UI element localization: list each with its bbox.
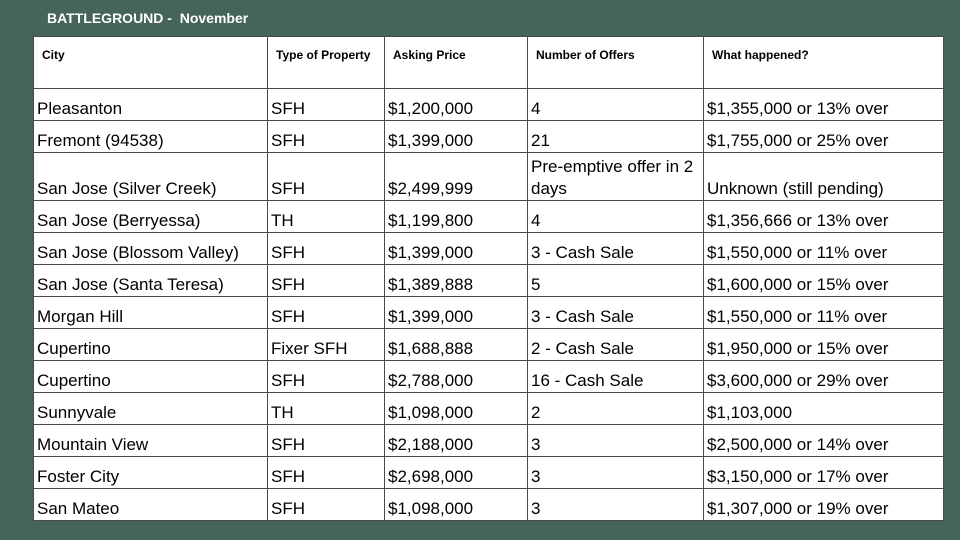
cell-city: Fremont (94538) bbox=[34, 121, 268, 153]
cell-asking-price: $1,399,000 bbox=[385, 233, 528, 265]
cell-outcome: $1,356,666 or 13% over bbox=[704, 201, 944, 233]
cell-asking-price: $2,698,000 bbox=[385, 457, 528, 489]
cell-city: San Jose (Silver Creek) bbox=[34, 153, 268, 201]
table-row bbox=[34, 89, 944, 121]
cell-asking-price: $1,389,888 bbox=[385, 265, 528, 297]
cell-type: TH bbox=[268, 393, 385, 425]
cell-outcome: $1,355,000 or 13% over bbox=[704, 89, 944, 121]
cell-city: San Jose (Berryessa) bbox=[34, 201, 268, 233]
table-row bbox=[34, 153, 944, 201]
cell-asking-price: $1,200,000 bbox=[385, 89, 528, 121]
table-row bbox=[34, 329, 944, 361]
cell-outcome: $1,950,000 or 15% over bbox=[704, 329, 944, 361]
cell-city: Cupertino bbox=[34, 329, 268, 361]
table-row bbox=[34, 361, 944, 393]
cell-offers: 4 bbox=[528, 89, 704, 121]
cell-outcome: Unknown (still pending) bbox=[704, 153, 944, 201]
cell-type: SFH bbox=[268, 489, 385, 521]
header-city: City bbox=[34, 37, 268, 89]
cell-type: SFH bbox=[268, 265, 385, 297]
cell-offers: 3 bbox=[528, 425, 704, 457]
slide-title: BATTLEGROUND - November bbox=[47, 10, 249, 26]
cell-type: SFH bbox=[268, 361, 385, 393]
table-row bbox=[34, 489, 944, 521]
header-asking-price: Asking Price bbox=[385, 37, 528, 89]
cell-asking-price: $1,098,000 bbox=[385, 489, 528, 521]
cell-city: Sunnyvale bbox=[34, 393, 268, 425]
cell-offers: 16 - Cash Sale bbox=[528, 361, 704, 393]
cell-city: San Jose (Santa Teresa) bbox=[34, 265, 268, 297]
cell-offers: 3 - Cash Sale bbox=[528, 233, 704, 265]
cell-type: SFH bbox=[268, 425, 385, 457]
cell-outcome: $1,103,000 bbox=[704, 393, 944, 425]
cell-outcome: $3,150,000 or 17% over bbox=[704, 457, 944, 489]
cell-asking-price: $2,499,999 bbox=[385, 153, 528, 201]
cell-type: TH bbox=[268, 201, 385, 233]
cell-city: San Jose (Blossom Valley) bbox=[34, 233, 268, 265]
table-row bbox=[34, 393, 944, 425]
cell-type: Fixer SFH bbox=[268, 329, 385, 361]
cell-offers: 3 bbox=[528, 489, 704, 521]
cell-outcome: $1,550,000 or 11% over bbox=[704, 297, 944, 329]
cell-type: SFH bbox=[268, 153, 385, 201]
cell-type: SFH bbox=[268, 297, 385, 329]
header-row bbox=[34, 37, 944, 89]
cell-type: SFH bbox=[268, 121, 385, 153]
cell-asking-price: $2,788,000 bbox=[385, 361, 528, 393]
cell-city: Foster City bbox=[34, 457, 268, 489]
cell-asking-price: $1,098,000 bbox=[385, 393, 528, 425]
cell-outcome: $3,600,000 or 29% over bbox=[704, 361, 944, 393]
cell-asking-price: $1,399,000 bbox=[385, 121, 528, 153]
table-row bbox=[34, 425, 944, 457]
cell-offers: 3 - Cash Sale bbox=[528, 297, 704, 329]
cell-city: Cupertino bbox=[34, 361, 268, 393]
cell-outcome: $1,550,000 or 11% over bbox=[704, 233, 944, 265]
cell-offers: 21 bbox=[528, 121, 704, 153]
cell-type: SFH bbox=[268, 233, 385, 265]
cell-city: Mountain View bbox=[34, 425, 268, 457]
cell-offers: 4 bbox=[528, 201, 704, 233]
cell-city: Pleasanton bbox=[34, 89, 268, 121]
cell-offers: 2 bbox=[528, 393, 704, 425]
cell-city: Morgan Hill bbox=[34, 297, 268, 329]
cell-type: SFH bbox=[268, 89, 385, 121]
cell-asking-price: $1,399,000 bbox=[385, 297, 528, 329]
table-row bbox=[34, 233, 944, 265]
cell-asking-price: $1,688,888 bbox=[385, 329, 528, 361]
cell-offers: 2 - Cash Sale bbox=[528, 329, 704, 361]
table-row bbox=[34, 265, 944, 297]
table-row bbox=[34, 297, 944, 329]
table-row bbox=[34, 121, 944, 153]
sales-table bbox=[33, 36, 944, 521]
cell-offers: 5 bbox=[528, 265, 704, 297]
header-outcome: What happened? bbox=[704, 37, 944, 89]
header-type: Type of Property bbox=[268, 37, 385, 89]
cell-outcome: $1,600,000 or 15% over bbox=[704, 265, 944, 297]
cell-city: San Mateo bbox=[34, 489, 268, 521]
cell-outcome: $2,500,000 or 14% over bbox=[704, 425, 944, 457]
cell-type: SFH bbox=[268, 457, 385, 489]
cell-offers: 3 bbox=[528, 457, 704, 489]
cell-outcome: $1,307,000 or 19% over bbox=[704, 489, 944, 521]
cell-asking-price: $2,188,000 bbox=[385, 425, 528, 457]
table-row bbox=[34, 457, 944, 489]
table-body bbox=[34, 89, 944, 521]
cell-asking-price: $1,199,800 bbox=[385, 201, 528, 233]
table-row bbox=[34, 201, 944, 233]
cell-outcome: $1,755,000 or 25% over bbox=[704, 121, 944, 153]
header-offers: Number of Offers bbox=[528, 37, 704, 89]
cell-offers: Pre-emptive offer in 2 days bbox=[528, 153, 704, 201]
